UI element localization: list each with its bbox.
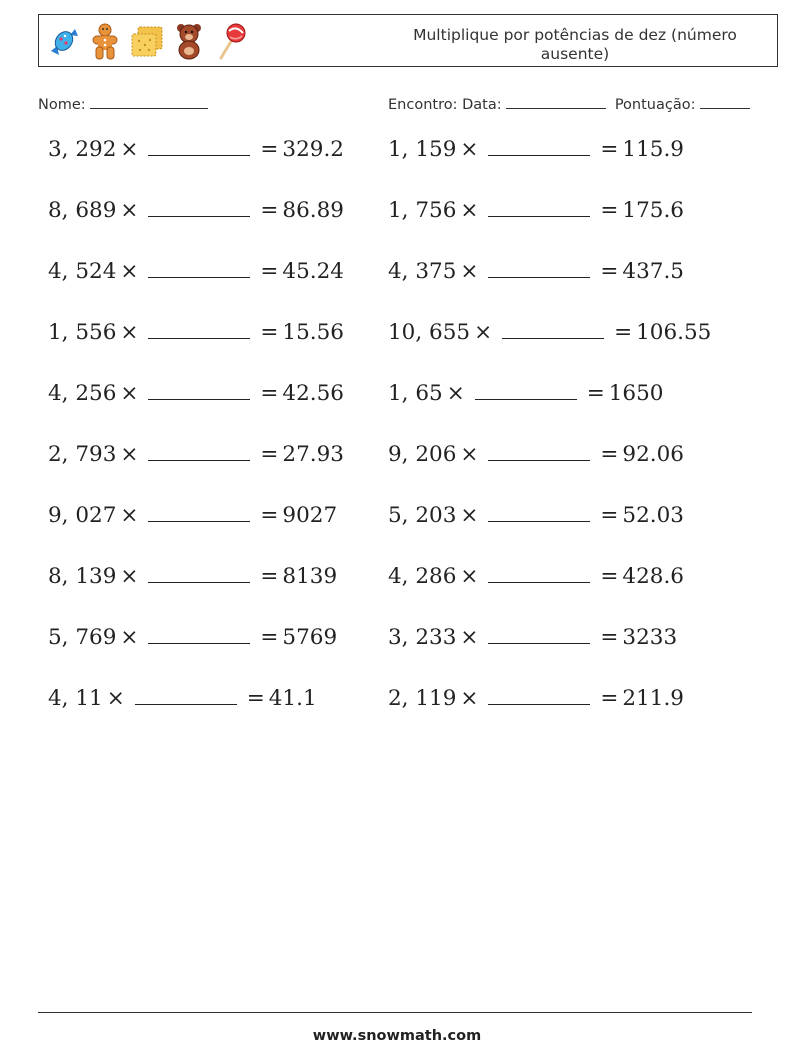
problem-item	[388, 320, 711, 346]
product-value: 15.56	[282, 320, 344, 345]
equals-sign: =	[260, 564, 279, 589]
problem-item	[48, 381, 344, 407]
answer-blank[interactable]	[488, 198, 590, 217]
equals-sign: =	[600, 503, 619, 528]
factor-value: 9, 206	[388, 442, 457, 467]
score-blank[interactable]	[700, 94, 750, 109]
name-field	[38, 94, 208, 113]
answer-blank[interactable]	[488, 564, 590, 583]
problem-item	[48, 259, 344, 285]
times-sign: ×	[120, 442, 139, 467]
equals-sign: =	[260, 503, 279, 528]
equals-sign: =	[586, 381, 605, 406]
product-value: 41.1	[268, 686, 317, 711]
header-icons	[47, 21, 249, 61]
problem-item	[48, 564, 337, 590]
answer-blank[interactable]	[488, 503, 590, 522]
product-value: 5769	[282, 625, 338, 650]
times-sign: ×	[120, 503, 139, 528]
equals-sign: =	[600, 442, 619, 467]
equals-sign: =	[600, 259, 619, 284]
problem-item	[388, 137, 684, 163]
times-sign: ×	[460, 625, 479, 650]
product-value: 92.06	[622, 442, 684, 467]
problem-item	[388, 442, 684, 468]
times-sign: ×	[120, 320, 139, 345]
factor-value: 5, 203	[388, 503, 457, 528]
times-sign: ×	[120, 564, 139, 589]
factor-value: 8, 139	[48, 564, 117, 589]
score-label: Pontuação:	[614, 97, 696, 113]
problem-item	[48, 442, 344, 468]
equals-sign: =	[600, 625, 619, 650]
times-sign: ×	[446, 381, 465, 406]
worksheet-header	[38, 14, 778, 67]
times-sign: ×	[460, 137, 479, 162]
footer-divider	[38, 1012, 752, 1013]
product-value: 42.56	[282, 381, 344, 406]
factor-value: 4, 256	[48, 381, 117, 406]
answer-blank[interactable]	[148, 442, 250, 461]
answer-blank[interactable]	[148, 320, 250, 339]
equals-sign: =	[260, 259, 279, 284]
product-value: 8139	[282, 564, 338, 589]
factor-value: 4, 524	[48, 259, 117, 284]
equals-sign: =	[260, 320, 279, 345]
problem-item	[388, 198, 684, 224]
times-sign: ×	[120, 259, 139, 284]
answer-blank[interactable]	[148, 137, 250, 156]
answer-blank[interactable]	[475, 381, 577, 400]
product-value: 86.89	[282, 198, 344, 223]
problem-item	[388, 381, 663, 407]
problem-item	[388, 259, 684, 285]
times-sign: ×	[460, 564, 479, 589]
times-sign: ×	[460, 442, 479, 467]
times-sign: ×	[120, 137, 139, 162]
product-value: 9027	[282, 503, 338, 528]
footer-site: www.snowmath.com	[312, 1028, 482, 1044]
problem-item	[48, 686, 317, 712]
answer-blank[interactable]	[488, 686, 590, 705]
times-sign: ×	[120, 198, 139, 223]
equals-sign: =	[614, 320, 633, 345]
times-sign: ×	[460, 259, 479, 284]
factor-value: 5, 769	[48, 625, 117, 650]
biscuit-icon	[129, 21, 165, 61]
equals-sign: =	[246, 686, 265, 711]
factor-value: 2, 119	[388, 686, 457, 711]
equals-sign: =	[600, 686, 619, 711]
times-sign: ×	[460, 686, 479, 711]
product-value: 3233	[622, 625, 678, 650]
problem-item	[388, 686, 684, 712]
answer-blank[interactable]	[148, 381, 250, 400]
factor-value: 8, 689	[48, 198, 117, 223]
answer-blank[interactable]	[148, 564, 250, 583]
equals-sign: =	[260, 198, 279, 223]
equals-sign: =	[260, 442, 279, 467]
factor-value: 4, 375	[388, 259, 457, 284]
equals-sign: =	[260, 381, 279, 406]
equals-sign: =	[600, 564, 619, 589]
times-sign: ×	[106, 686, 125, 711]
answer-blank[interactable]	[488, 625, 590, 644]
times-sign: ×	[120, 381, 139, 406]
product-value: 329.2	[282, 137, 344, 162]
equals-sign: =	[600, 198, 619, 223]
equals-sign: =	[260, 625, 279, 650]
problem-item	[48, 625, 337, 651]
product-value: 27.93	[282, 442, 344, 467]
factor-value: 10, 655	[388, 320, 471, 345]
lollipop-icon	[213, 21, 249, 61]
date-score-fields	[388, 94, 750, 113]
factor-value: 1, 159	[388, 137, 457, 162]
factor-value: 1, 756	[388, 198, 457, 223]
name-label: Nome:	[38, 97, 86, 113]
problem-item	[48, 137, 344, 163]
worksheet-title: Multiplique por potências de dez (número ausente)	[413, 26, 737, 63]
factor-value: 2, 793	[48, 442, 117, 467]
answer-blank[interactable]	[148, 503, 250, 522]
problem-item	[388, 503, 684, 529]
product-value: 106.55	[636, 320, 712, 345]
factor-value: 4, 11	[48, 686, 103, 711]
times-sign: ×	[460, 198, 479, 223]
times-sign: ×	[120, 625, 139, 650]
candy-icon	[47, 21, 81, 61]
answer-blank[interactable]	[135, 686, 237, 705]
factor-value: 1, 65	[388, 381, 443, 406]
product-value: 437.5	[622, 259, 684, 284]
product-value: 52.03	[622, 503, 684, 528]
times-sign: ×	[460, 503, 479, 528]
date-blank[interactable]	[506, 94, 606, 109]
answer-blank[interactable]	[502, 320, 604, 339]
problem-item	[48, 320, 344, 346]
problem-item	[388, 625, 677, 651]
answer-blank[interactable]	[488, 442, 590, 461]
product-value: 428.6	[622, 564, 684, 589]
answer-blank[interactable]	[488, 137, 590, 156]
product-value: 175.6	[622, 198, 684, 223]
factor-value: 3, 233	[388, 625, 457, 650]
factor-value: 3, 292	[48, 137, 117, 162]
product-value: 115.9	[622, 137, 684, 162]
equals-sign: =	[260, 137, 279, 162]
teddy-bear-icon	[171, 21, 207, 61]
factor-value: 4, 286	[388, 564, 457, 589]
meeting-date-label: Encontro: Data:	[388, 97, 502, 113]
answer-blank[interactable]	[488, 259, 590, 278]
name-blank[interactable]	[90, 94, 208, 109]
equals-sign: =	[600, 137, 619, 162]
product-value: 1650	[608, 381, 664, 406]
factor-value: 9, 027	[48, 503, 117, 528]
times-sign: ×	[474, 320, 493, 345]
product-value: 211.9	[622, 686, 684, 711]
answer-blank[interactable]	[148, 259, 250, 278]
product-value: 45.24	[282, 259, 344, 284]
problem-item	[48, 198, 344, 224]
problem-item	[388, 564, 684, 590]
factor-value: 1, 556	[48, 320, 117, 345]
answer-blank[interactable]	[148, 198, 250, 217]
gingerbread-man-icon	[87, 21, 123, 61]
answer-blank[interactable]	[148, 625, 250, 644]
problem-item	[48, 503, 337, 529]
